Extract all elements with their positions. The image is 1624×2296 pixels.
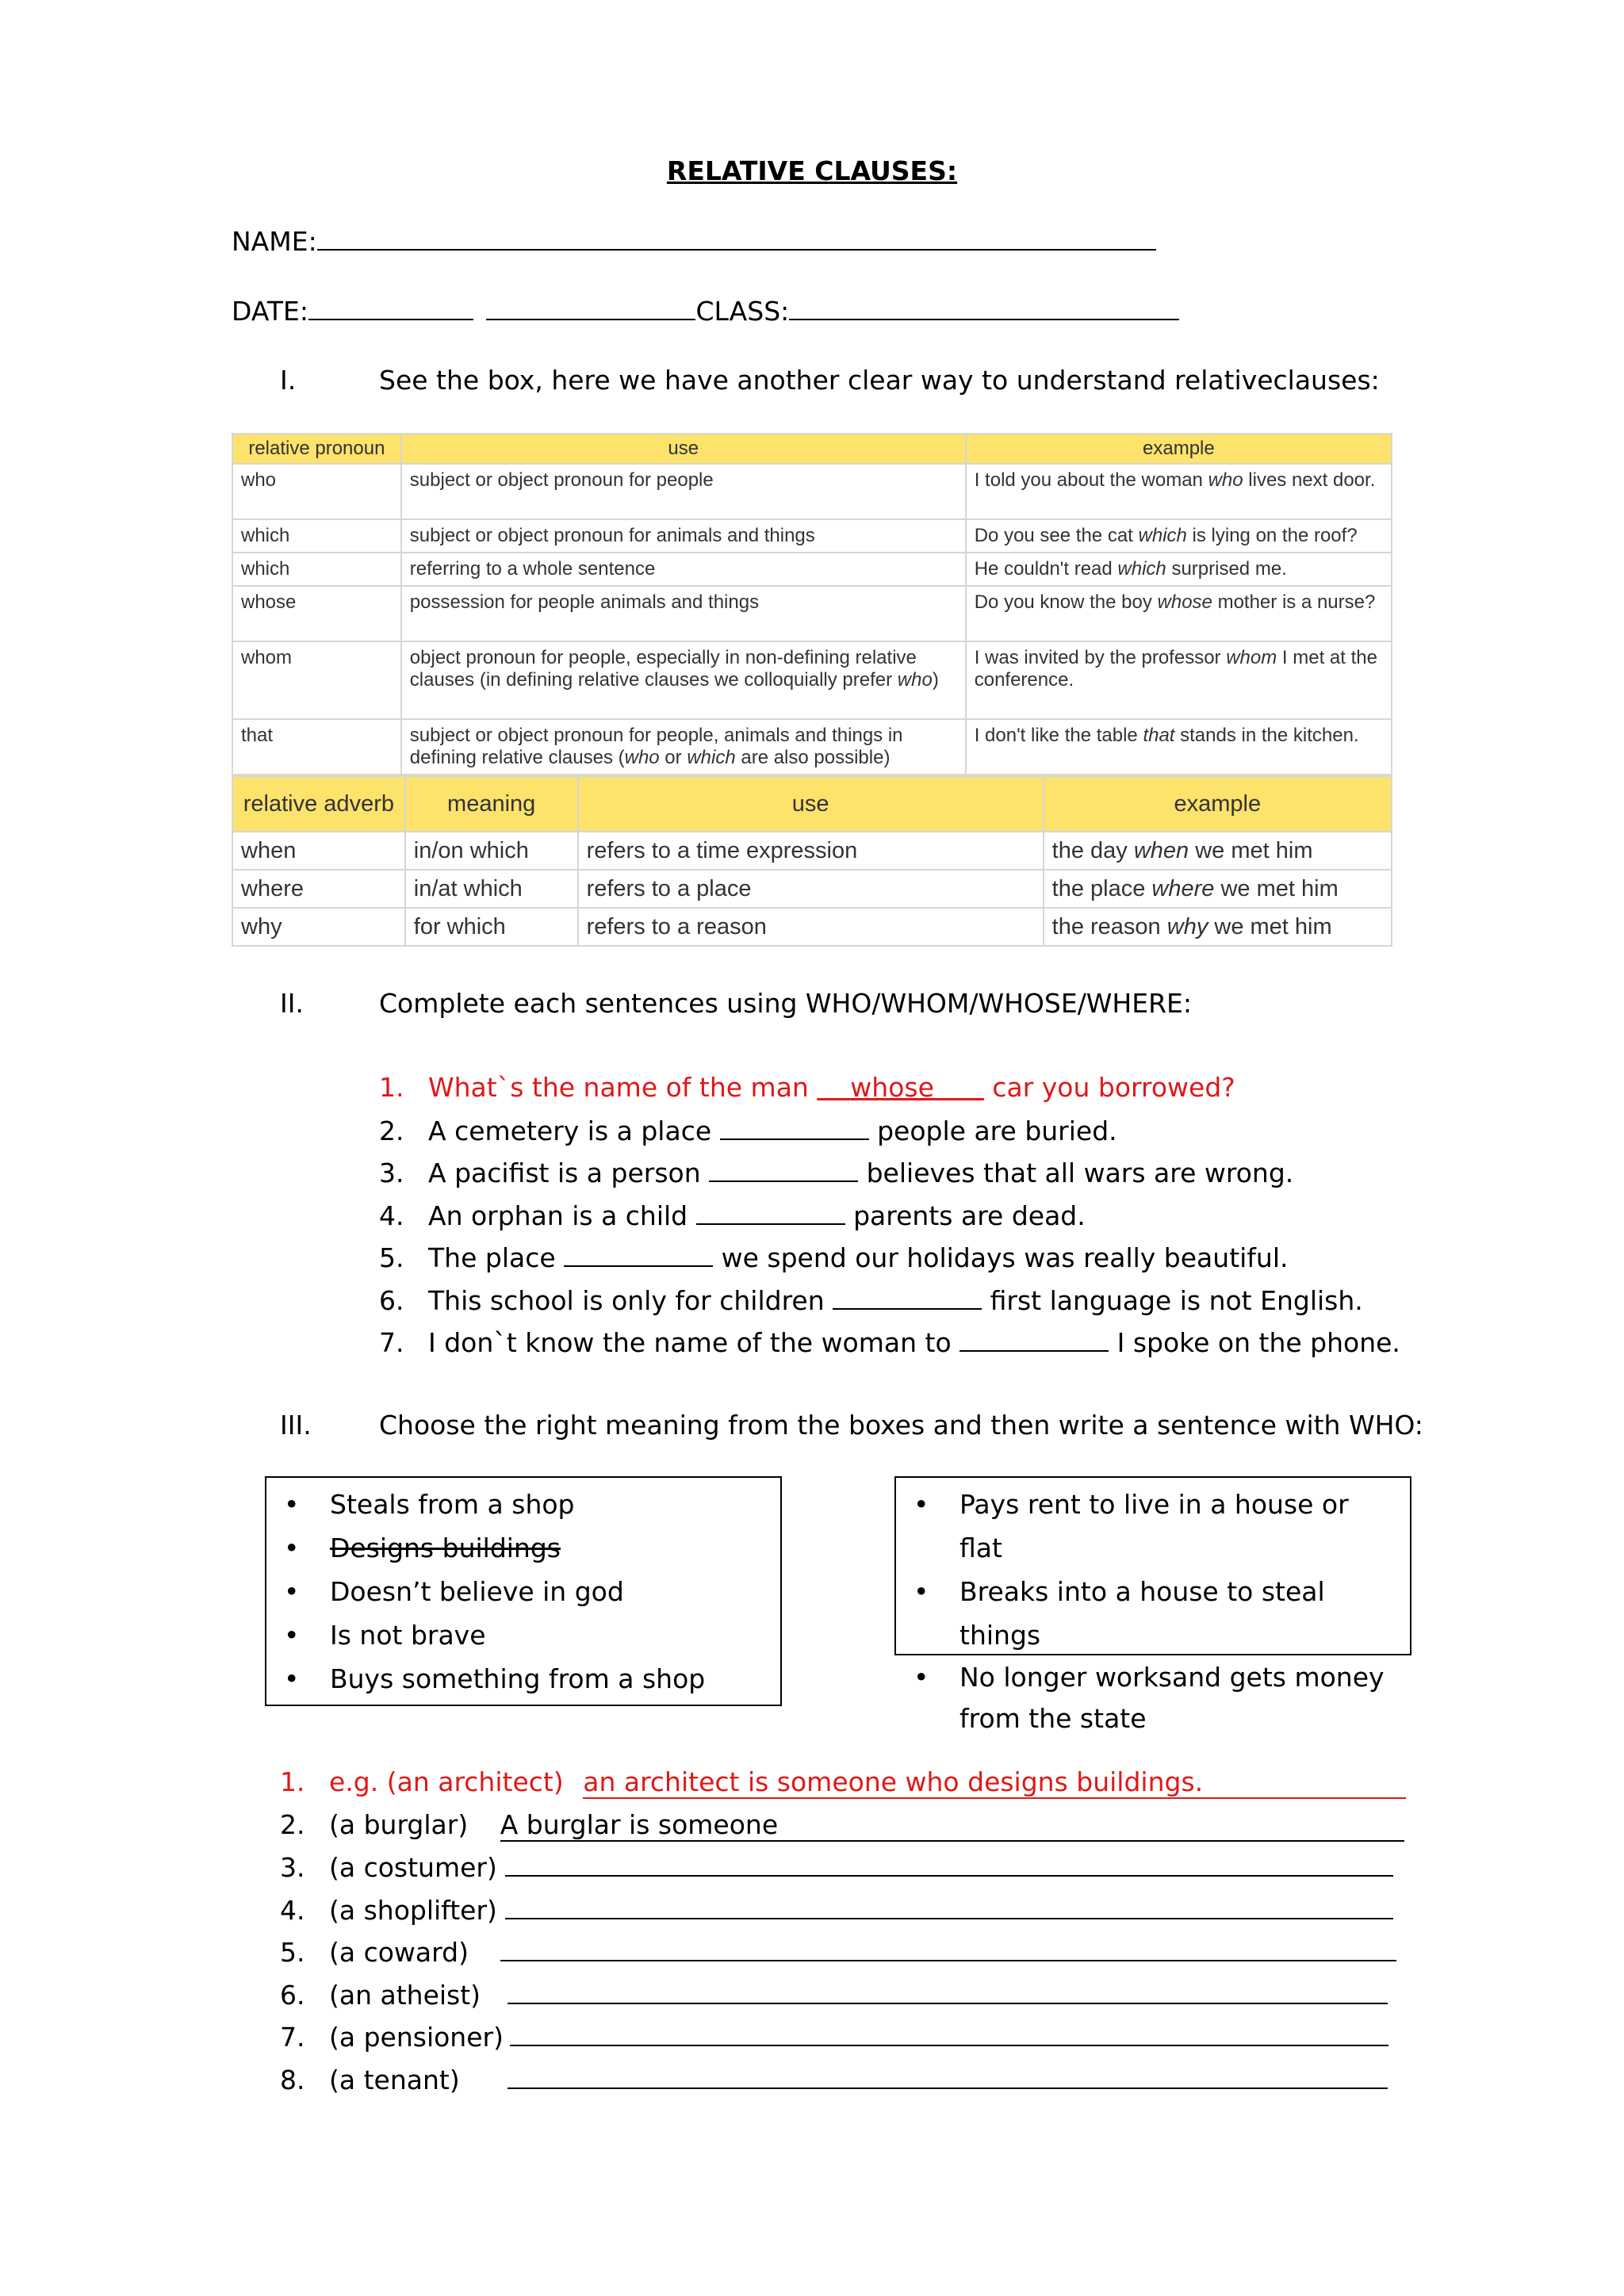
- header-meaning: meaning: [405, 776, 578, 832]
- example-cell: the day when we met him: [1044, 832, 1392, 870]
- list-item: 5. The place we spend our holidays was really beautiful.: [379, 1242, 1289, 1273]
- example-cell: the reason why we met him: [1044, 908, 1392, 946]
- list-item: • Buys something from a shop: [266, 1657, 780, 1701]
- pronoun-cell: whom: [232, 641, 401, 719]
- use-cell: subject or object pronoun for animals and things: [401, 519, 966, 553]
- use-cell: refers to a place: [578, 870, 1044, 908]
- list-item: 2. (a burglar) A burglar is someone: [280, 1809, 1406, 1852]
- list-item: 3. (a costumer): [280, 1851, 1406, 1894]
- pronoun-cell: which: [232, 553, 401, 586]
- table-row: [232, 908, 1392, 946]
- list-item: 6. This school is only for children first language is not English.: [379, 1284, 1363, 1316]
- list-item: • Is not brave: [266, 1613, 780, 1657]
- meaning-box-right: [894, 1476, 1411, 1734]
- list-item: 8. (a tenant): [280, 2064, 1406, 2107]
- name-row: [232, 225, 1156, 257]
- bullet-icon: •: [284, 1663, 300, 1694]
- list-item: 2. A cemetery is a place people are buried.: [379, 1115, 1117, 1146]
- answer-blank[interactable]: [833, 1284, 982, 1310]
- section-1-instruction: See the box, here we have another clear way to understand relativeclauses:: [379, 365, 1380, 396]
- bullet-icon: •: [284, 1489, 300, 1520]
- use-cell: refers to a time expression: [578, 832, 1044, 870]
- answer-blank[interactable]: [709, 1157, 858, 1182]
- section-3-instruction: Choose the right meaning from the boxes and then write a sentence with WHO:: [379, 1410, 1423, 1441]
- class-label: CLASS:: [695, 296, 790, 327]
- table-header-row: [232, 776, 1392, 832]
- bullet-icon: •: [914, 1489, 929, 1520]
- example-answer: an architect is someone who designs buildings.: [583, 1766, 1406, 1799]
- relative-pronoun-table: [232, 433, 1392, 775]
- use-cell: refers to a reason: [578, 908, 1044, 946]
- list-item: 1. What`s the name of the man whose car you borrowed?: [379, 1072, 1235, 1103]
- answer-line[interactable]: [508, 2064, 1388, 2089]
- table-header-row: [232, 434, 1392, 464]
- header-relative-adverb: relative adverb: [232, 776, 405, 832]
- answer-line[interactable]: [510, 2021, 1388, 2046]
- date-label: DATE:: [232, 296, 308, 327]
- list-item: 5. (a coward): [280, 1936, 1406, 1979]
- example-cell: He couldn't read which surprised me.: [966, 553, 1392, 586]
- answer-blank[interactable]: [696, 1200, 845, 1225]
- use-cell: possession for people animals and things: [401, 586, 966, 641]
- pronoun-cell: that: [232, 719, 401, 775]
- list-item: 6. (an atheist): [280, 1979, 1406, 2022]
- list-item: 7. I don`t know the name of the woman to I spoke on the phone.: [379, 1327, 1400, 1358]
- table-row: [232, 870, 1392, 908]
- list-item: • Doesn’t believe in god: [266, 1570, 780, 1613]
- list-item: 7. (a pensioner): [280, 2021, 1406, 2064]
- list-item: • Designs buildings: [266, 1526, 780, 1570]
- meaning-cell: in/at which: [405, 870, 578, 908]
- header-use: use: [578, 776, 1044, 832]
- example-cell: I told you about the woman who lives next door.: [966, 464, 1392, 519]
- bullet-icon: •: [284, 1620, 300, 1651]
- list-item: 4. (a shoplifter): [280, 1894, 1406, 1937]
- answer-line[interactable]: [508, 1979, 1388, 2004]
- list-item: 3. A pacifist is a person believes that all wars are wrong.: [379, 1158, 1294, 1188]
- adverb-cell: why: [232, 908, 405, 946]
- fill-in-list: [379, 1072, 1400, 1369]
- section-1-numeral: I.: [280, 365, 297, 396]
- answer-line[interactable]: [500, 1936, 1396, 1961]
- example-cell: Do you see the cat which is lying on the roof?: [966, 519, 1392, 553]
- pronoun-cell: whose: [232, 586, 401, 641]
- answer-line[interactable]: [505, 1894, 1393, 1919]
- date-blank-1[interactable]: [308, 295, 473, 320]
- example-cell: I don't like the table that stands in the kitchen.: [966, 719, 1392, 775]
- relative-adverb-table: [232, 775, 1392, 947]
- use-cell: subject or object pronoun for people, animals and things in defining relative clauses (who or which are also possible): [401, 719, 966, 775]
- list-item: • Pays rent to live in a house or flat: [896, 1483, 1394, 1570]
- section-2-numeral: II.: [280, 988, 304, 1019]
- bullet-icon: •: [284, 1576, 300, 1607]
- answer-blank[interactable]: [959, 1326, 1109, 1352]
- section-2-instruction: Complete each sentences using WHO/WHOM/WHOSE/WHERE:: [379, 988, 1192, 1019]
- pronoun-cell: which: [232, 519, 401, 553]
- bullet-icon: •: [914, 1576, 929, 1607]
- adverb-cell: where: [232, 870, 405, 908]
- list-item: • Breaks into a house to steal things: [896, 1570, 1394, 1657]
- adverb-cell: when: [232, 832, 405, 870]
- example-cell: Do you know the boy whose mother is a nurse?: [966, 586, 1392, 641]
- header-use: use: [401, 434, 966, 464]
- header-example: example: [966, 434, 1392, 464]
- name-blank[interactable]: [317, 225, 1156, 251]
- list-item: 1. e.g. (an architect) an architect is someone who designs buildings.: [280, 1766, 1406, 1809]
- name-label: NAME:: [232, 226, 317, 257]
- answer-blank[interactable]: [564, 1242, 713, 1267]
- section-3-numeral: III.: [280, 1410, 312, 1441]
- table-row: [232, 464, 1392, 519]
- table-row: [232, 832, 1392, 870]
- meaning-box-left: [265, 1476, 782, 1706]
- list-item: 4. An orphan is a child parents are dead.: [379, 1200, 1086, 1231]
- list-item: • Steals from a shop: [266, 1483, 780, 1526]
- write-sentence-list: [280, 1766, 1406, 2106]
- table-row: [232, 586, 1392, 641]
- meaning-cell: in/on which: [405, 832, 578, 870]
- example-answer: whose: [850, 1072, 934, 1103]
- date-blank-2[interactable]: [486, 295, 695, 320]
- table-row: [232, 553, 1392, 586]
- use-cell: referring to a whole sentence: [401, 553, 966, 586]
- table-row: [232, 719, 1392, 775]
- use-cell: object pronoun for people, especially in non-defining relative clauses (in defining relative clauses we colloquially prefer who): [401, 641, 966, 719]
- answer-blank[interactable]: [720, 1115, 869, 1140]
- page-title: RELATIVE CLAUSES:: [666, 155, 958, 186]
- header-relative-pronoun: relative pronoun: [232, 434, 401, 464]
- table-row: [232, 519, 1392, 553]
- bullet-icon: •: [284, 1533, 300, 1563]
- table-row: [232, 641, 1392, 719]
- example-cell: the place where we met him: [1044, 870, 1392, 908]
- header-example: example: [1044, 776, 1392, 832]
- answer-line[interactable]: [505, 1851, 1393, 1877]
- use-cell: subject or object pronoun for people: [401, 464, 966, 519]
- pronoun-cell: who: [232, 464, 401, 519]
- list-item: • No longer worksand gets money from the state: [896, 1657, 1394, 1739]
- class-blank[interactable]: [789, 295, 1179, 320]
- example-cell: I was invited by the professor whom I met at the conference.: [966, 641, 1392, 719]
- meaning-cell: for which: [405, 908, 578, 946]
- answer-line[interactable]: A burglar is someone: [500, 1809, 1404, 1842]
- date-class-row: [232, 295, 1179, 327]
- bullet-icon: •: [914, 1662, 929, 1693]
